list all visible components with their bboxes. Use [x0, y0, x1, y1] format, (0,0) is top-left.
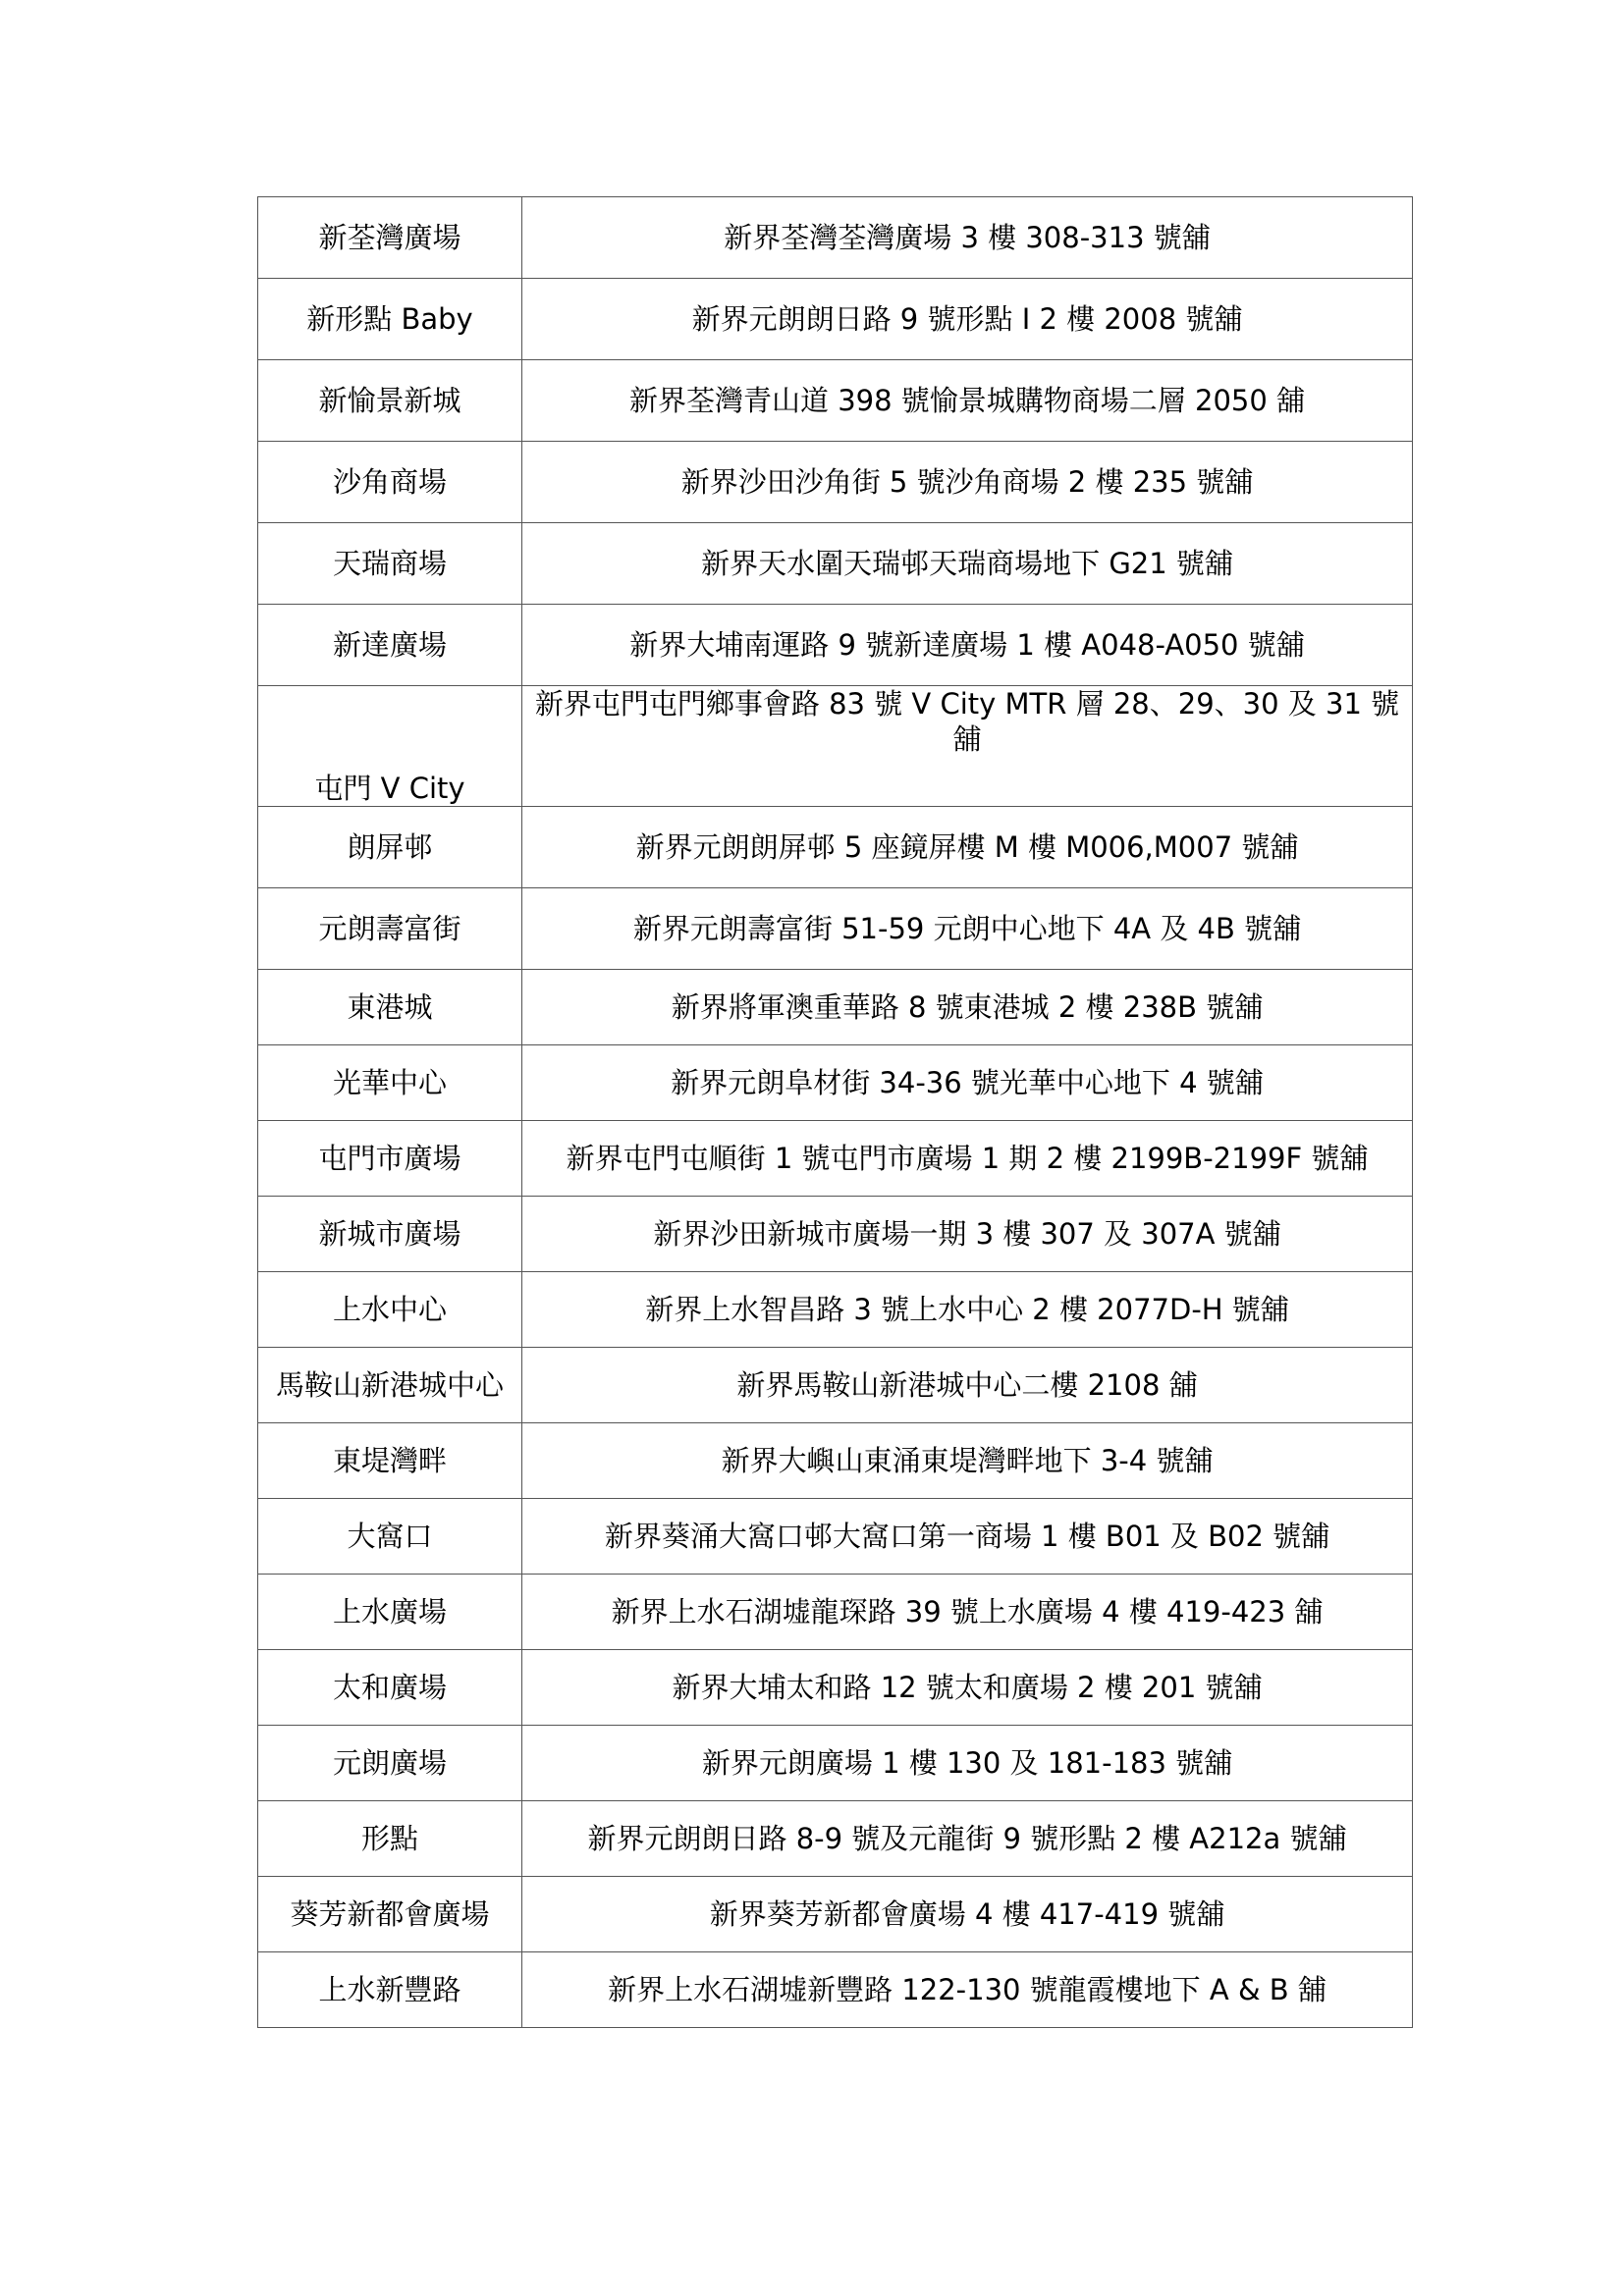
table-row [258, 888, 1413, 970]
table-row [258, 1348, 1413, 1423]
table-row [258, 1045, 1413, 1121]
shop-name-cell: 屯門市廣場 [258, 1121, 522, 1197]
table-row [258, 1197, 1413, 1272]
shop-address-cell: 新界元朗朗日路 8-9 號及元龍街 9 號形點 2 樓 A212a 號舖 [522, 1801, 1413, 1877]
table-row [258, 442, 1413, 523]
table-row [258, 197, 1413, 279]
shop-name-cell: 新愉景新城 [258, 360, 522, 442]
shop-address-cell: 新界上水石湖墟龍琛路 39 號上水廣場 4 樓 419-423 舖 [522, 1575, 1413, 1650]
shop-address-cell: 新界沙田沙角街 5 號沙角商場 2 樓 235 號舖 [522, 442, 1413, 523]
shop-address-cell: 新界元朗朗日路 9 號形點 I 2 樓 2008 號舖 [522, 279, 1413, 360]
table-row [258, 1801, 1413, 1877]
shop-address-cell: 新界屯門屯門鄉事會路 83 號 V City MTR 層 28、29、30 及 31 號舖 [522, 686, 1413, 807]
shop-name-cell: 太和廣場 [258, 1650, 522, 1726]
shop-address-cell: 新界上水智昌路 3 號上水中心 2 樓 2077D-H 號舖 [522, 1272, 1413, 1348]
shop-name-cell: 新城市廣場 [258, 1197, 522, 1272]
table-row [258, 807, 1413, 888]
table-row [258, 1650, 1413, 1726]
shop-address-cell: 新界上水石湖墟新豐路 122-130 號龍霞樓地下 A & B 舖 [522, 1952, 1413, 2028]
table-row [258, 1423, 1413, 1499]
shop-address-cell: 新界元朗朗屏邨 5 座鏡屏樓 M 樓 M006,M007 號舖 [522, 807, 1413, 888]
shop-name-cell: 新達廣場 [258, 605, 522, 686]
shop-address-cell: 新界沙田新城市廣場一期 3 樓 307 及 307A 號舖 [522, 1197, 1413, 1272]
shop-name-cell: 光華中心 [258, 1045, 522, 1121]
shop-address-cell: 新界元朗阜材街 34-36 號光華中心地下 4 號舖 [522, 1045, 1413, 1121]
table-row [258, 1499, 1413, 1575]
shop-address-cell: 新界元朗壽富街 51-59 元朗中心地下 4A 及 4B 號舖 [522, 888, 1413, 970]
shop-name-cell: 上水新豐路 [258, 1952, 522, 2028]
shop-address-cell: 新界將軍澳重華路 8 號東港城 2 樓 238B 號舖 [522, 970, 1413, 1045]
table-row [258, 1726, 1413, 1801]
shop-address-table [257, 196, 1413, 2028]
shop-name-cell: 朗屏邨 [258, 807, 522, 888]
shop-name-cell: 葵芳新都會廣場 [258, 1877, 522, 1952]
shop-address-cell: 新界葵涌大窩口邨大窩口第一商場 1 樓 B01 及 B02 號舖 [522, 1499, 1413, 1575]
shop-name-cell: 元朗壽富街 [258, 888, 522, 970]
shop-name-cell: 馬鞍山新港城中心 [258, 1348, 522, 1423]
shop-address-cell: 新界大埔太和路 12 號太和廣場 2 樓 201 號舖 [522, 1650, 1413, 1726]
shop-address-cell: 新界大埔南運路 9 號新達廣場 1 樓 A048-A050 號舖 [522, 605, 1413, 686]
shop-address-cell: 新界元朗廣場 1 樓 130 及 181-183 號舖 [522, 1726, 1413, 1801]
shop-name-cell: 天瑞商場 [258, 523, 522, 605]
shop-name-cell: 上水中心 [258, 1272, 522, 1348]
table-row [258, 279, 1413, 360]
shop-name-cell: 東堤灣畔 [258, 1423, 522, 1499]
shop-address-cell: 新界屯門屯順街 1 號屯門市廣場 1 期 2 樓 2199B-2199F 號舖 [522, 1121, 1413, 1197]
table-row [258, 1121, 1413, 1197]
shop-address-cell: 新界大嶼山東涌東堤灣畔地下 3-4 號舖 [522, 1423, 1413, 1499]
shop-name-cell: 元朗廣場 [258, 1726, 522, 1801]
table-row [258, 1575, 1413, 1650]
table-row [258, 1272, 1413, 1348]
shop-address-cell: 新界馬鞍山新港城中心二樓 2108 舖 [522, 1348, 1413, 1423]
shop-address-cell: 新界葵芳新都會廣場 4 樓 417-419 號舖 [522, 1877, 1413, 1952]
shop-name-cell: 上水廣場 [258, 1575, 522, 1650]
shop-name-cell: 大窩口 [258, 1499, 522, 1575]
table-row [258, 1877, 1413, 1952]
table-row [258, 970, 1413, 1045]
shop-name-cell: 沙角商場 [258, 442, 522, 523]
shop-address-cell: 新界荃灣青山道 398 號愉景城購物商場二層 2050 舖 [522, 360, 1413, 442]
shop-name-cell: 形點 [258, 1801, 522, 1877]
shop-address-cell: 新界天水圍天瑞邨天瑞商場地下 G21 號舖 [522, 523, 1413, 605]
shop-name-cell: 屯門 V City [258, 686, 522, 807]
table-row [258, 523, 1413, 605]
shop-name-cell: 東港城 [258, 970, 522, 1045]
shop-name-cell: 新形點 Baby [258, 279, 522, 360]
table-row [258, 1952, 1413, 2028]
table-row [258, 360, 1413, 442]
shop-name-cell: 新荃灣廣場 [258, 197, 522, 279]
table-row [258, 605, 1413, 686]
table-row [258, 686, 1413, 807]
shop-address-cell: 新界荃灣荃灣廣場 3 樓 308-313 號舖 [522, 197, 1413, 279]
